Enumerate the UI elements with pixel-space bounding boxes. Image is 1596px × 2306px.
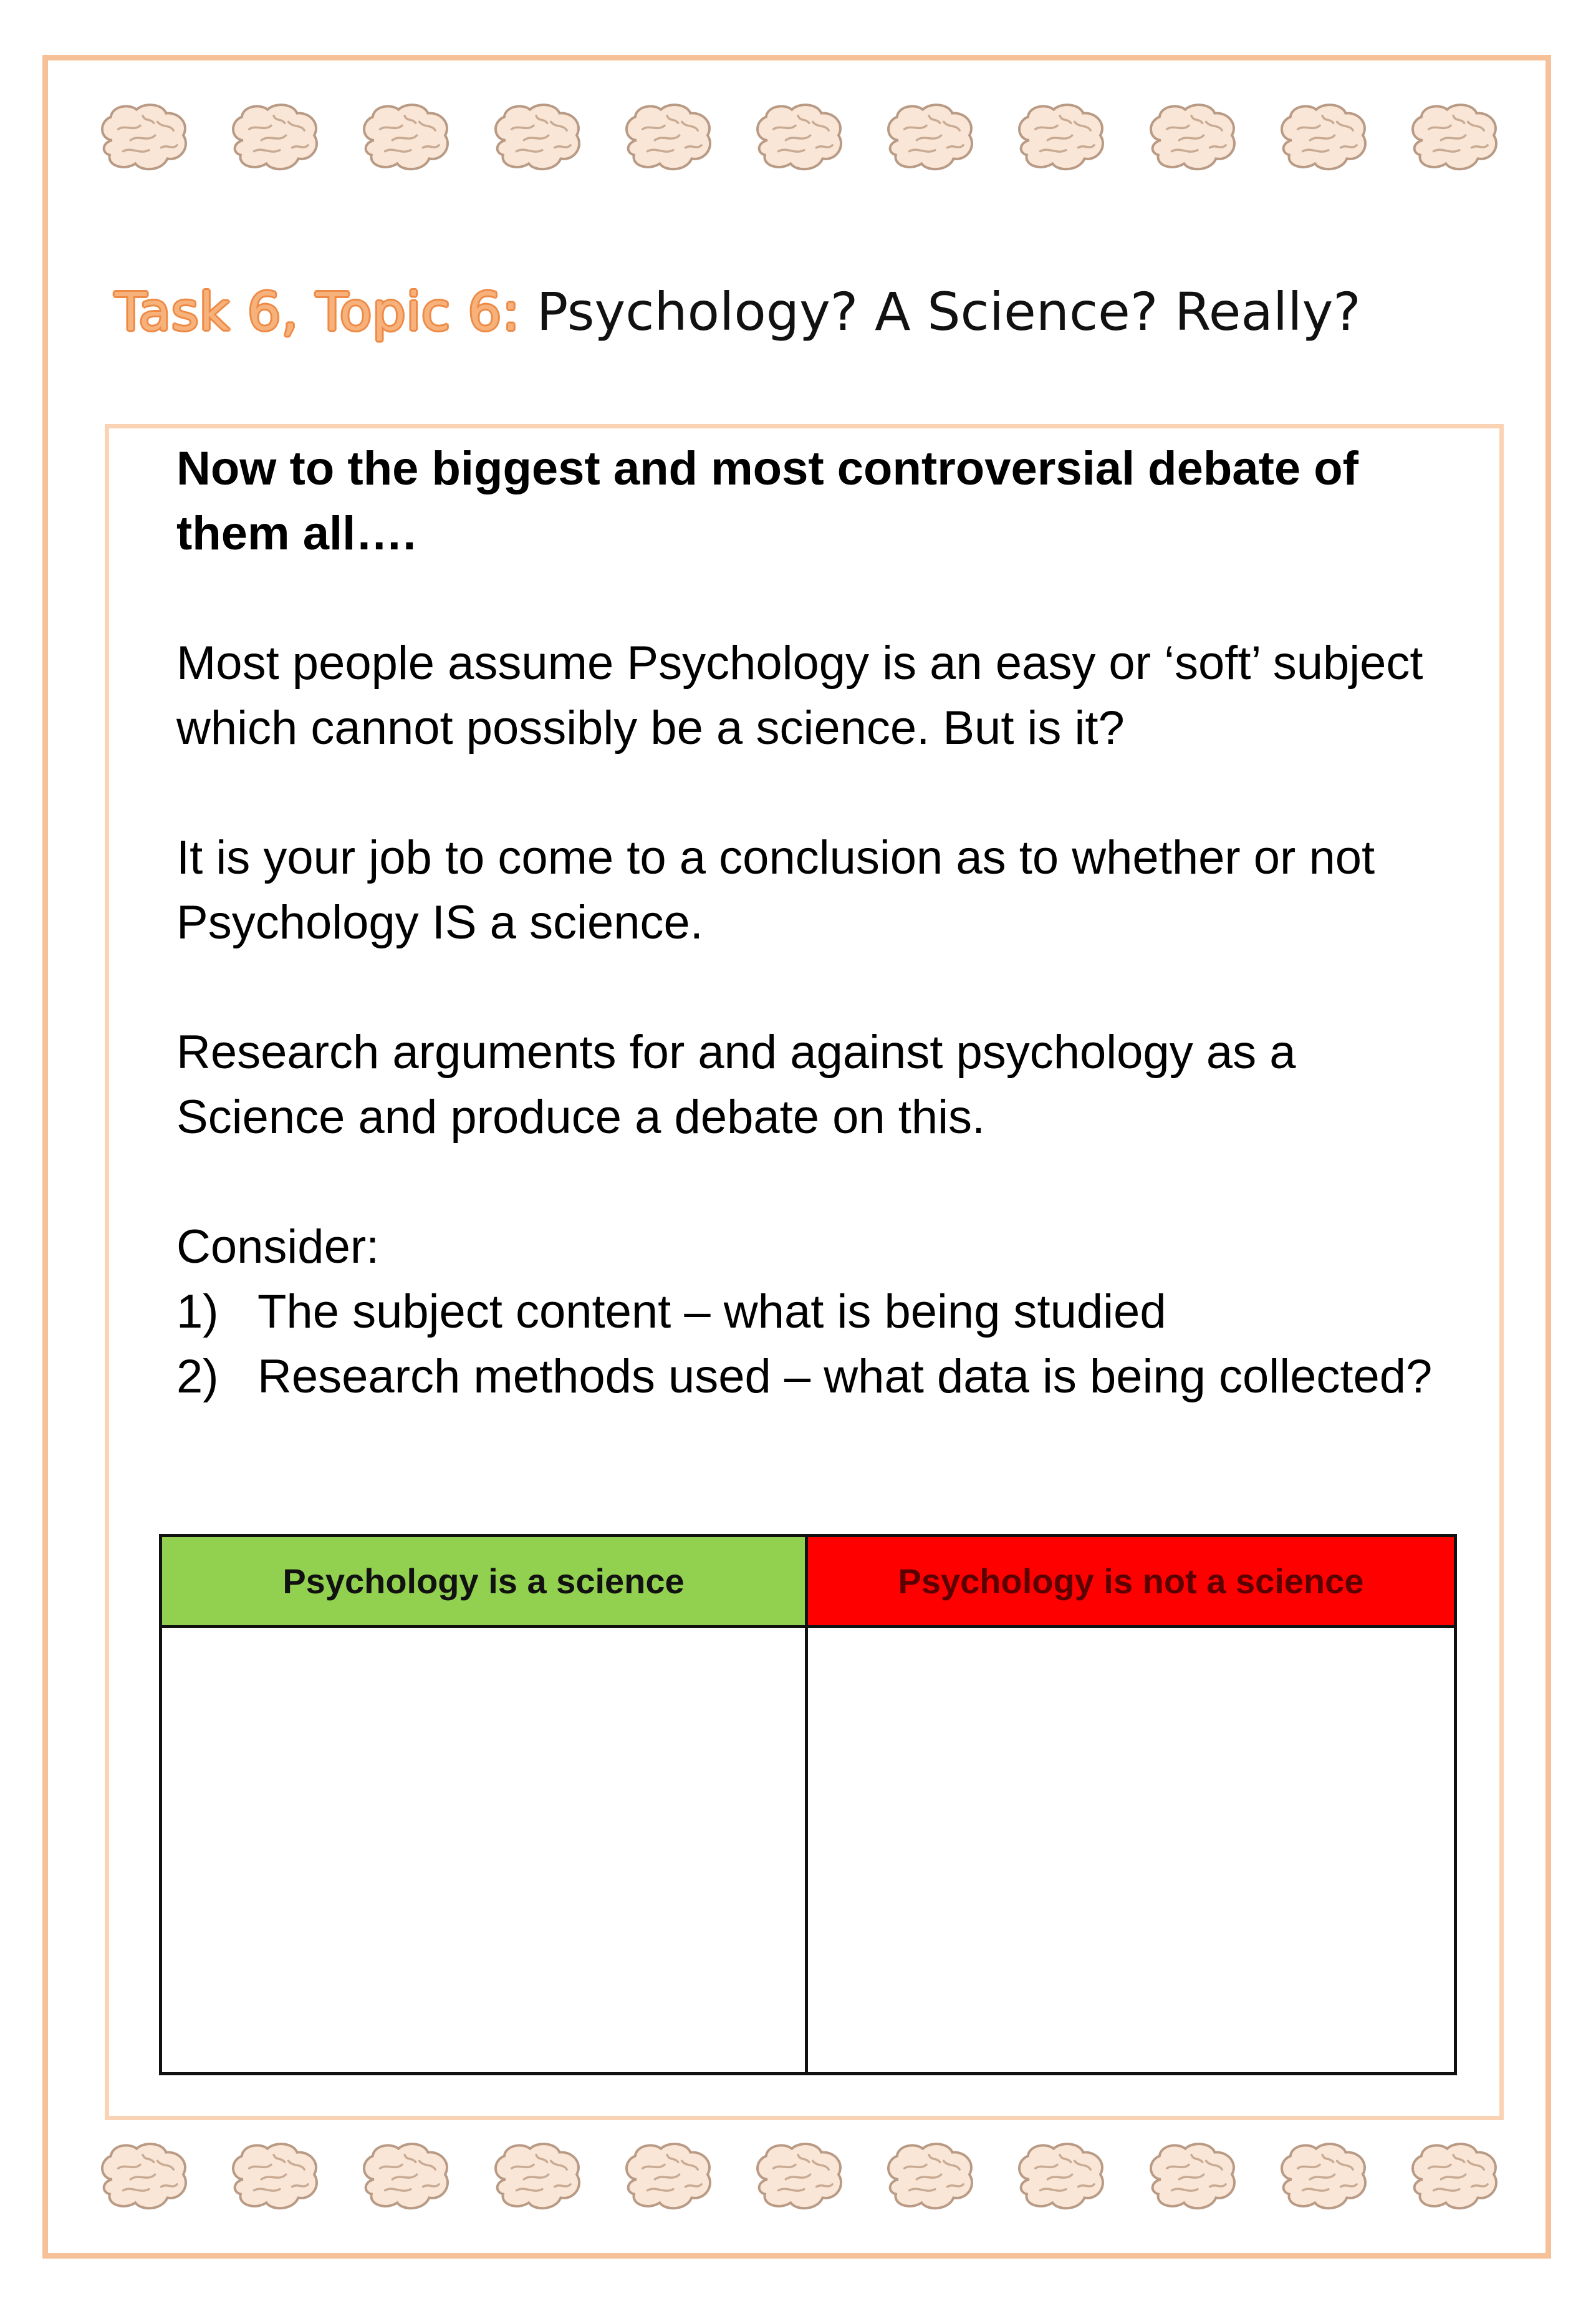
brain-icon — [94, 97, 192, 177]
paragraph-2: It is your job to come to a conclusion as to whether or not Psychology IS a science. — [176, 831, 1375, 949]
consider-label: Consider: — [176, 1220, 380, 1273]
brain-icon — [618, 97, 716, 177]
brain-icon — [1404, 97, 1502, 177]
list-item-text: The subject content – what is being studied — [257, 1285, 1166, 1338]
brain-icon — [618, 2136, 716, 2216]
brain-icon — [94, 2136, 192, 2216]
brain-icon — [1273, 97, 1372, 177]
brain-icon — [1273, 2136, 1372, 2216]
list-item-text: Research methods used – what data is being collected? — [257, 1350, 1433, 1403]
page-title — [115, 268, 1361, 355]
brain-icon — [224, 2136, 323, 2216]
brain-icon — [355, 2136, 454, 2216]
list-item — [176, 1344, 1448, 1409]
brain-icon — [487, 2136, 585, 2216]
brain-icon — [1404, 2136, 1502, 2216]
task-instructions — [176, 437, 1448, 1409]
paragraph-1: Most people assume Psychology is an easy or ‘soft’ subject which cannot possibly be a science. But is it? — [176, 637, 1423, 755]
brain-icon — [749, 2136, 847, 2216]
brain-icon — [1011, 2136, 1109, 2216]
paragraph-3: Research arguments for and against psychology as a Science and produce a debate on this. — [176, 1026, 1296, 1144]
list-marker: 2) — [176, 1350, 219, 1403]
consider-list — [176, 1280, 1448, 1409]
brain-icon — [1011, 97, 1109, 177]
brain-border-bottom — [94, 2133, 1502, 2220]
brain-icon — [1142, 97, 1241, 177]
cell-science-arguments[interactable] — [162, 1628, 808, 2072]
brain-icon — [880, 2136, 978, 2216]
lead-text: Now to the biggest and most controversial debate of them all…. — [176, 442, 1358, 560]
topic-title: Psychology? A Science? Really? — [536, 281, 1361, 342]
list-item — [176, 1280, 1448, 1344]
task-label: Task 6, Topic 6: — [115, 281, 521, 342]
brain-icon — [487, 97, 585, 177]
cell-not-science-arguments[interactable] — [808, 1628, 1454, 2072]
brain-border-top — [94, 94, 1502, 181]
list-marker: 1) — [176, 1285, 219, 1338]
brain-icon — [355, 97, 454, 177]
header-science: Psychology is a science — [162, 1537, 808, 1628]
brain-icon — [880, 97, 978, 177]
header-not-science: Psychology is not a science — [808, 1537, 1454, 1628]
brain-icon — [1142, 2136, 1241, 2216]
brain-icon — [224, 97, 323, 177]
debate-table — [159, 1534, 1457, 2075]
brain-icon — [749, 97, 847, 177]
